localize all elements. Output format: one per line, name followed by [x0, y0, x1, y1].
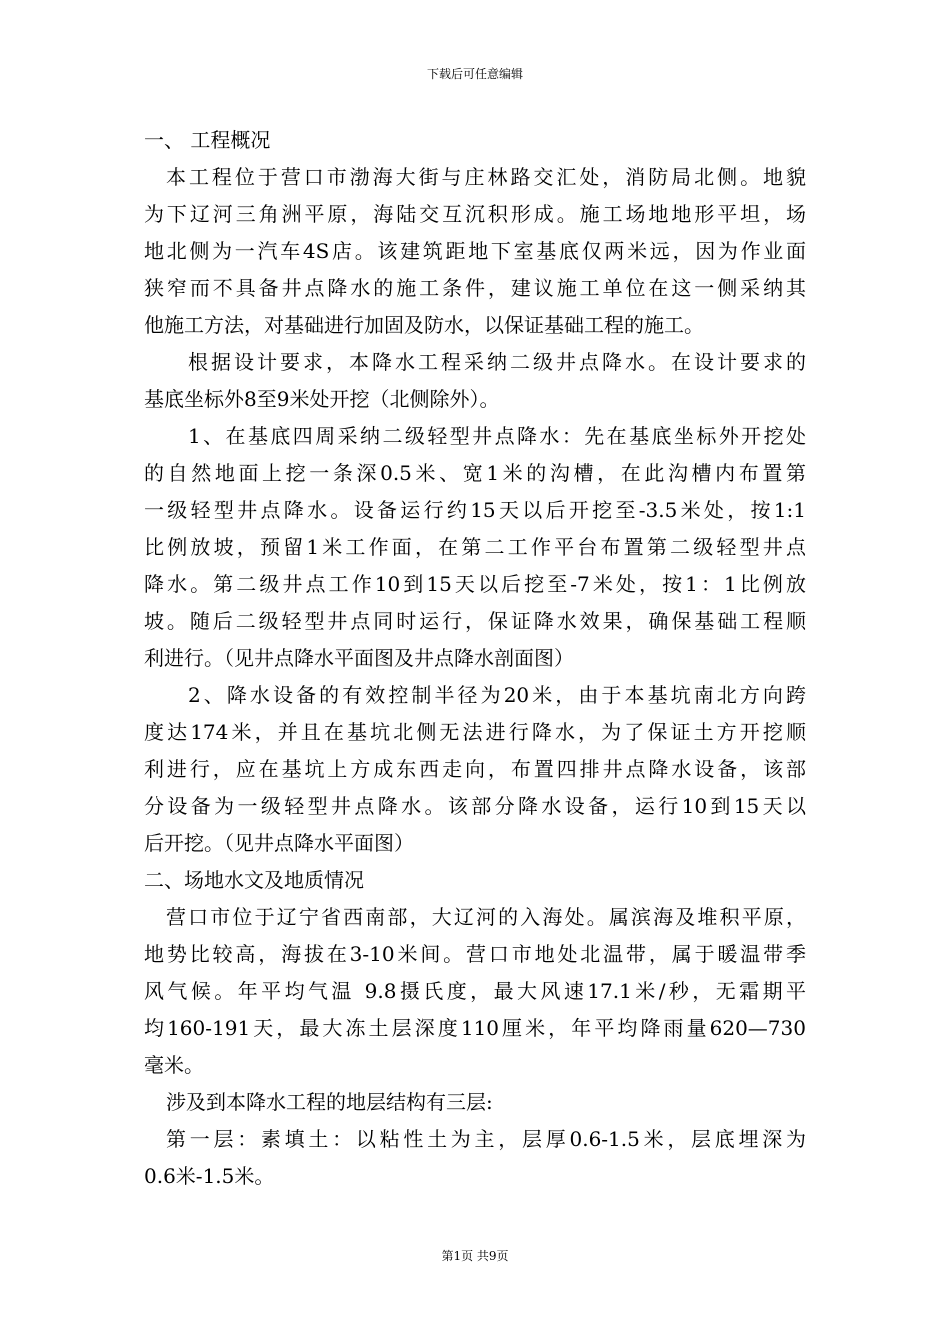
text-line: 后开挖。（见井点降水平面图） [144, 831, 414, 855]
text-line: 利进行，应在基坑上方成东西走向，布置四排井点降水设备，该部 [144, 757, 806, 781]
page-header: 下载后可任意编辑 [426, 67, 523, 81]
text-line: 地北侧为一汽车4S店。该建筑距地下室基底仅两米远，因为作业面 [144, 239, 806, 263]
text-line: 营口市位于辽宁省西南部，大辽河的入海处。属滨海及堆积平原， [166, 905, 806, 929]
text-line: 风气候。年平均气温 9.8摄氏度，最大风速17.1米/秒，无霜期平 [144, 979, 806, 1003]
text-line: 一、 工程概况 [144, 128, 271, 152]
text-line: 利进行。（见井点降水平面图及井点降水剖面图） [144, 646, 574, 670]
text-line: 他施工方法，对基础进行加固及防水，以保证基础工程的施工。 [144, 313, 704, 337]
text-line: 根据设计要求，本降水工程采纳二级井点降水。在设计要求的 [188, 350, 806, 374]
page-footer: 第1页 共9页 [441, 1249, 509, 1263]
text-line: 0.6米-1.5米。 [144, 1164, 275, 1188]
text-line: 第一层：素填土：以粘性土为主，层厚0.6-1.5米，层底埋深为 [166, 1127, 806, 1151]
text-line: 二、场地水文及地质情况 [144, 868, 364, 892]
text-line: 狭窄而不具备井点降水的施工条件，建议施工单位在这一侧采纳其 [144, 276, 806, 300]
text-line: 毫米。 [144, 1053, 204, 1077]
text-line: 为下辽河三角洲平原，海陆交互沉积形成。施工场地地形平坦，场 [144, 202, 806, 226]
text-line: 2、降水设备的有效控制半径为20米，由于本基坑南北方向跨 [188, 683, 806, 707]
document-body [144, 122, 806, 1195]
text-line: 度达174米，并且在基坑北侧无法进行降水，为了保证土方开挖顺 [144, 720, 806, 744]
text-line: 地势比较高，海拔在3-10米间。营口市地处北温带，属于暖温带季 [144, 942, 806, 966]
text-line: 分设备为一级轻型井点降水。该部分降水设备，运行10到15天以 [144, 794, 806, 818]
text-line: 的自然地面上挖一条深0.5米、宽1米的沟槽，在此沟槽内布置第 [144, 461, 806, 485]
text-line: 均160-191天，最大冻土层深度110厘米，年平均降雨量620—730 [144, 1016, 806, 1040]
text-line: 涉及到本降水工程的地层结构有三层: [166, 1090, 493, 1114]
text-line: 一级轻型井点降水。设备运行约15天以后开挖至-3.5米处，按1:1 [144, 498, 806, 522]
text-line: 坡。随后二级轻型井点同时运行，保证降水效果，确保基础工程顺 [144, 609, 806, 633]
text-line: 1、在基底四周采纳二级轻型井点降水：先在基底坐标外开挖处 [188, 424, 806, 448]
text-line: 降水。第二级井点工作10到15天以后挖至-7米处，按1：1比例放 [144, 572, 806, 596]
text-line: 比例放坡，预留1米工作面，在第二工作平台布置第二级轻型井点 [144, 535, 806, 559]
text-line: 本工程位于营口市渤海大街与庄林路交汇处，消防局北侧。地貌 [166, 165, 806, 189]
text-line: 基底坐标外8至9米处开挖（北侧除外）。 [144, 387, 500, 411]
